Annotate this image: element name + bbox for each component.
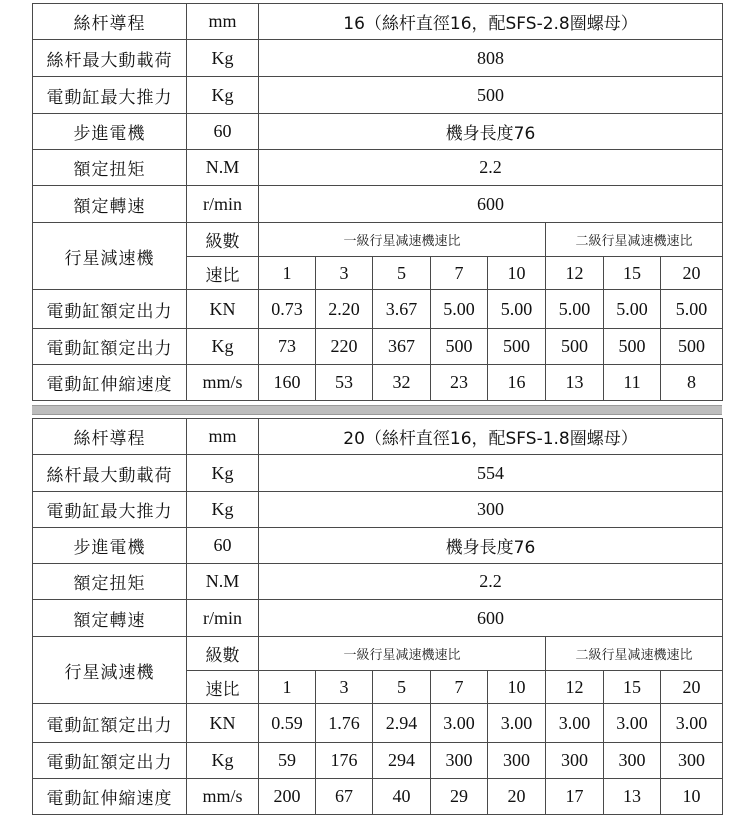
data-cell: 16 <box>488 365 546 401</box>
table-row <box>33 40 723 77</box>
data-cell: 13 <box>604 779 661 815</box>
row-value: 600 <box>259 186 723 223</box>
row-unit: mm/s <box>187 779 259 815</box>
ratio-cell: 10 <box>488 257 546 290</box>
table-row <box>33 4 723 40</box>
row-value: 808 <box>259 40 723 77</box>
stage-label: 級數 <box>187 637 259 671</box>
ratio-cell: 7 <box>431 671 488 704</box>
data-cell: 2.94 <box>373 704 431 743</box>
spec-table-lead-20 <box>32 418 723 815</box>
data-cell: 3.00 <box>488 704 546 743</box>
ratio-cell: 20 <box>661 671 723 704</box>
row-unit: 60 <box>187 114 259 150</box>
stage1-header: 一級行星减速機速比 <box>259 637 546 671</box>
data-cell: 10 <box>661 779 723 815</box>
data-cell: 23 <box>431 365 488 401</box>
row-unit: N.M <box>187 564 259 600</box>
ratio-cell: 12 <box>546 671 604 704</box>
ratio-cell: 5 <box>373 257 431 290</box>
row-value: 554 <box>259 455 723 492</box>
table-row <box>33 77 723 114</box>
data-cell: 500 <box>604 329 661 365</box>
table-row <box>33 150 723 186</box>
stage2-header: 二級行星减速機速比 <box>546 223 723 257</box>
row-label: 額定轉速 <box>33 600 187 637</box>
data-cell: 200 <box>259 779 316 815</box>
data-cell: 500 <box>488 329 546 365</box>
row-label: 額定轉速 <box>33 186 187 223</box>
row-unit: 60 <box>187 528 259 564</box>
table-row <box>33 329 723 365</box>
row-unit: Kg <box>187 329 259 365</box>
data-cell: 500 <box>431 329 488 365</box>
data-cell: 367 <box>373 329 431 365</box>
data-cell: 73 <box>259 329 316 365</box>
row-value: 16（絲杆直徑16，配SFS-2.8圈螺母） <box>259 4 723 40</box>
row-value: 機身長度76 <box>259 114 723 150</box>
row-unit: r/min <box>187 186 259 223</box>
data-cell: 294 <box>373 743 431 779</box>
data-cell: 40 <box>373 779 431 815</box>
data-cell: 2.20 <box>316 290 373 329</box>
data-cell: 3.00 <box>604 704 661 743</box>
row-unit: Kg <box>187 743 259 779</box>
data-cell: 13 <box>546 365 604 401</box>
data-cell: 5.00 <box>431 290 488 329</box>
data-cell: 300 <box>604 743 661 779</box>
data-cell: 59 <box>259 743 316 779</box>
row-value: 300 <box>259 492 723 528</box>
ratio-cell: 5 <box>373 671 431 704</box>
table-row <box>33 779 723 815</box>
row-value: 2.2 <box>259 564 723 600</box>
table-row <box>33 114 723 150</box>
row-unit: mm/s <box>187 365 259 401</box>
table-row <box>33 743 723 779</box>
row-unit: KN <box>187 290 259 329</box>
table-row <box>33 564 723 600</box>
row-unit: mm <box>187 4 259 40</box>
row-label: 絲杆導程 <box>33 419 187 455</box>
data-cell: 20 <box>488 779 546 815</box>
data-cell: 29 <box>431 779 488 815</box>
ratio-cell: 7 <box>431 257 488 290</box>
spec-table-lead-16 <box>32 3 723 401</box>
table-row <box>33 528 723 564</box>
row-value: 2.2 <box>259 150 723 186</box>
ratio-cell: 15 <box>604 671 661 704</box>
table-row <box>33 290 723 329</box>
data-cell: 300 <box>488 743 546 779</box>
data-cell: 17 <box>546 779 604 815</box>
data-cell: 5.00 <box>546 290 604 329</box>
stage-label: 級數 <box>187 223 259 257</box>
row-value: 600 <box>259 600 723 637</box>
ratio-label: 速比 <box>187 671 259 704</box>
ratio-cell: 20 <box>661 257 723 290</box>
ratio-cell: 3 <box>316 257 373 290</box>
row-label: 行星減速機 <box>33 223 187 290</box>
data-cell: 3.67 <box>373 290 431 329</box>
table-row <box>33 600 723 637</box>
row-label: 電動缸額定出力 <box>33 743 187 779</box>
data-cell: 3.00 <box>546 704 604 743</box>
stage1-header: 一級行星减速機速比 <box>259 223 546 257</box>
data-cell: 176 <box>316 743 373 779</box>
ratio-cell: 1 <box>259 257 316 290</box>
data-cell: 500 <box>546 329 604 365</box>
data-cell: 8 <box>661 365 723 401</box>
table-row <box>33 419 723 455</box>
ratio-label: 速比 <box>187 257 259 290</box>
ratio-cell: 3 <box>316 671 373 704</box>
row-label: 電動缸最大推力 <box>33 77 187 114</box>
row-label: 電動缸伸縮速度 <box>33 365 187 401</box>
row-unit: N.M <box>187 150 259 186</box>
row-label: 電動缸額定出力 <box>33 290 187 329</box>
data-cell: 1.76 <box>316 704 373 743</box>
ratio-cell: 12 <box>546 257 604 290</box>
row-value: 機身長度76 <box>259 528 723 564</box>
table-row <box>33 186 723 223</box>
row-unit: r/min <box>187 600 259 637</box>
data-cell: 32 <box>373 365 431 401</box>
ratio-cell: 15 <box>604 257 661 290</box>
data-cell: 3.00 <box>431 704 488 743</box>
row-label: 絲杆導程 <box>33 4 187 40</box>
row-label: 行星減速機 <box>33 637 187 704</box>
row-label: 額定扭矩 <box>33 564 187 600</box>
row-label: 電動缸額定出力 <box>33 329 187 365</box>
data-cell: 0.73 <box>259 290 316 329</box>
row-unit: Kg <box>187 492 259 528</box>
data-cell: 5.00 <box>604 290 661 329</box>
data-cell: 160 <box>259 365 316 401</box>
table-row <box>33 223 723 257</box>
row-label: 額定扭矩 <box>33 150 187 186</box>
data-cell: 53 <box>316 365 373 401</box>
ratio-cell: 1 <box>259 671 316 704</box>
data-cell: 67 <box>316 779 373 815</box>
row-label: 步進電機 <box>33 528 187 564</box>
data-cell: 3.00 <box>661 704 723 743</box>
row-unit: mm <box>187 419 259 455</box>
row-label: 電動缸伸縮速度 <box>33 779 187 815</box>
table-row <box>33 492 723 528</box>
table-row <box>33 365 723 401</box>
data-cell: 220 <box>316 329 373 365</box>
row-unit: Kg <box>187 77 259 114</box>
data-cell: 5.00 <box>661 290 723 329</box>
row-label: 電動缸額定出力 <box>33 704 187 743</box>
data-cell: 5.00 <box>488 290 546 329</box>
row-value: 500 <box>259 77 723 114</box>
ratio-cell: 10 <box>488 671 546 704</box>
table-row <box>33 704 723 743</box>
data-cell: 300 <box>431 743 488 779</box>
data-cell: 300 <box>661 743 723 779</box>
data-cell: 0.59 <box>259 704 316 743</box>
row-unit: KN <box>187 704 259 743</box>
row-label: 絲杆最大動載荷 <box>33 455 187 492</box>
row-unit: Kg <box>187 455 259 492</box>
row-label: 絲杆最大動載荷 <box>33 40 187 77</box>
row-label: 電動缸最大推力 <box>33 492 187 528</box>
row-value: 20（絲杆直徑16，配SFS-1.8圈螺母） <box>259 419 723 455</box>
stage2-header: 二級行星减速機速比 <box>546 637 723 671</box>
data-cell: 300 <box>546 743 604 779</box>
row-unit: Kg <box>187 40 259 77</box>
data-cell: 11 <box>604 365 661 401</box>
section-divider <box>32 405 722 415</box>
row-label: 步進電機 <box>33 114 187 150</box>
table-row <box>33 455 723 492</box>
data-cell: 500 <box>661 329 723 365</box>
table-row <box>33 637 723 671</box>
